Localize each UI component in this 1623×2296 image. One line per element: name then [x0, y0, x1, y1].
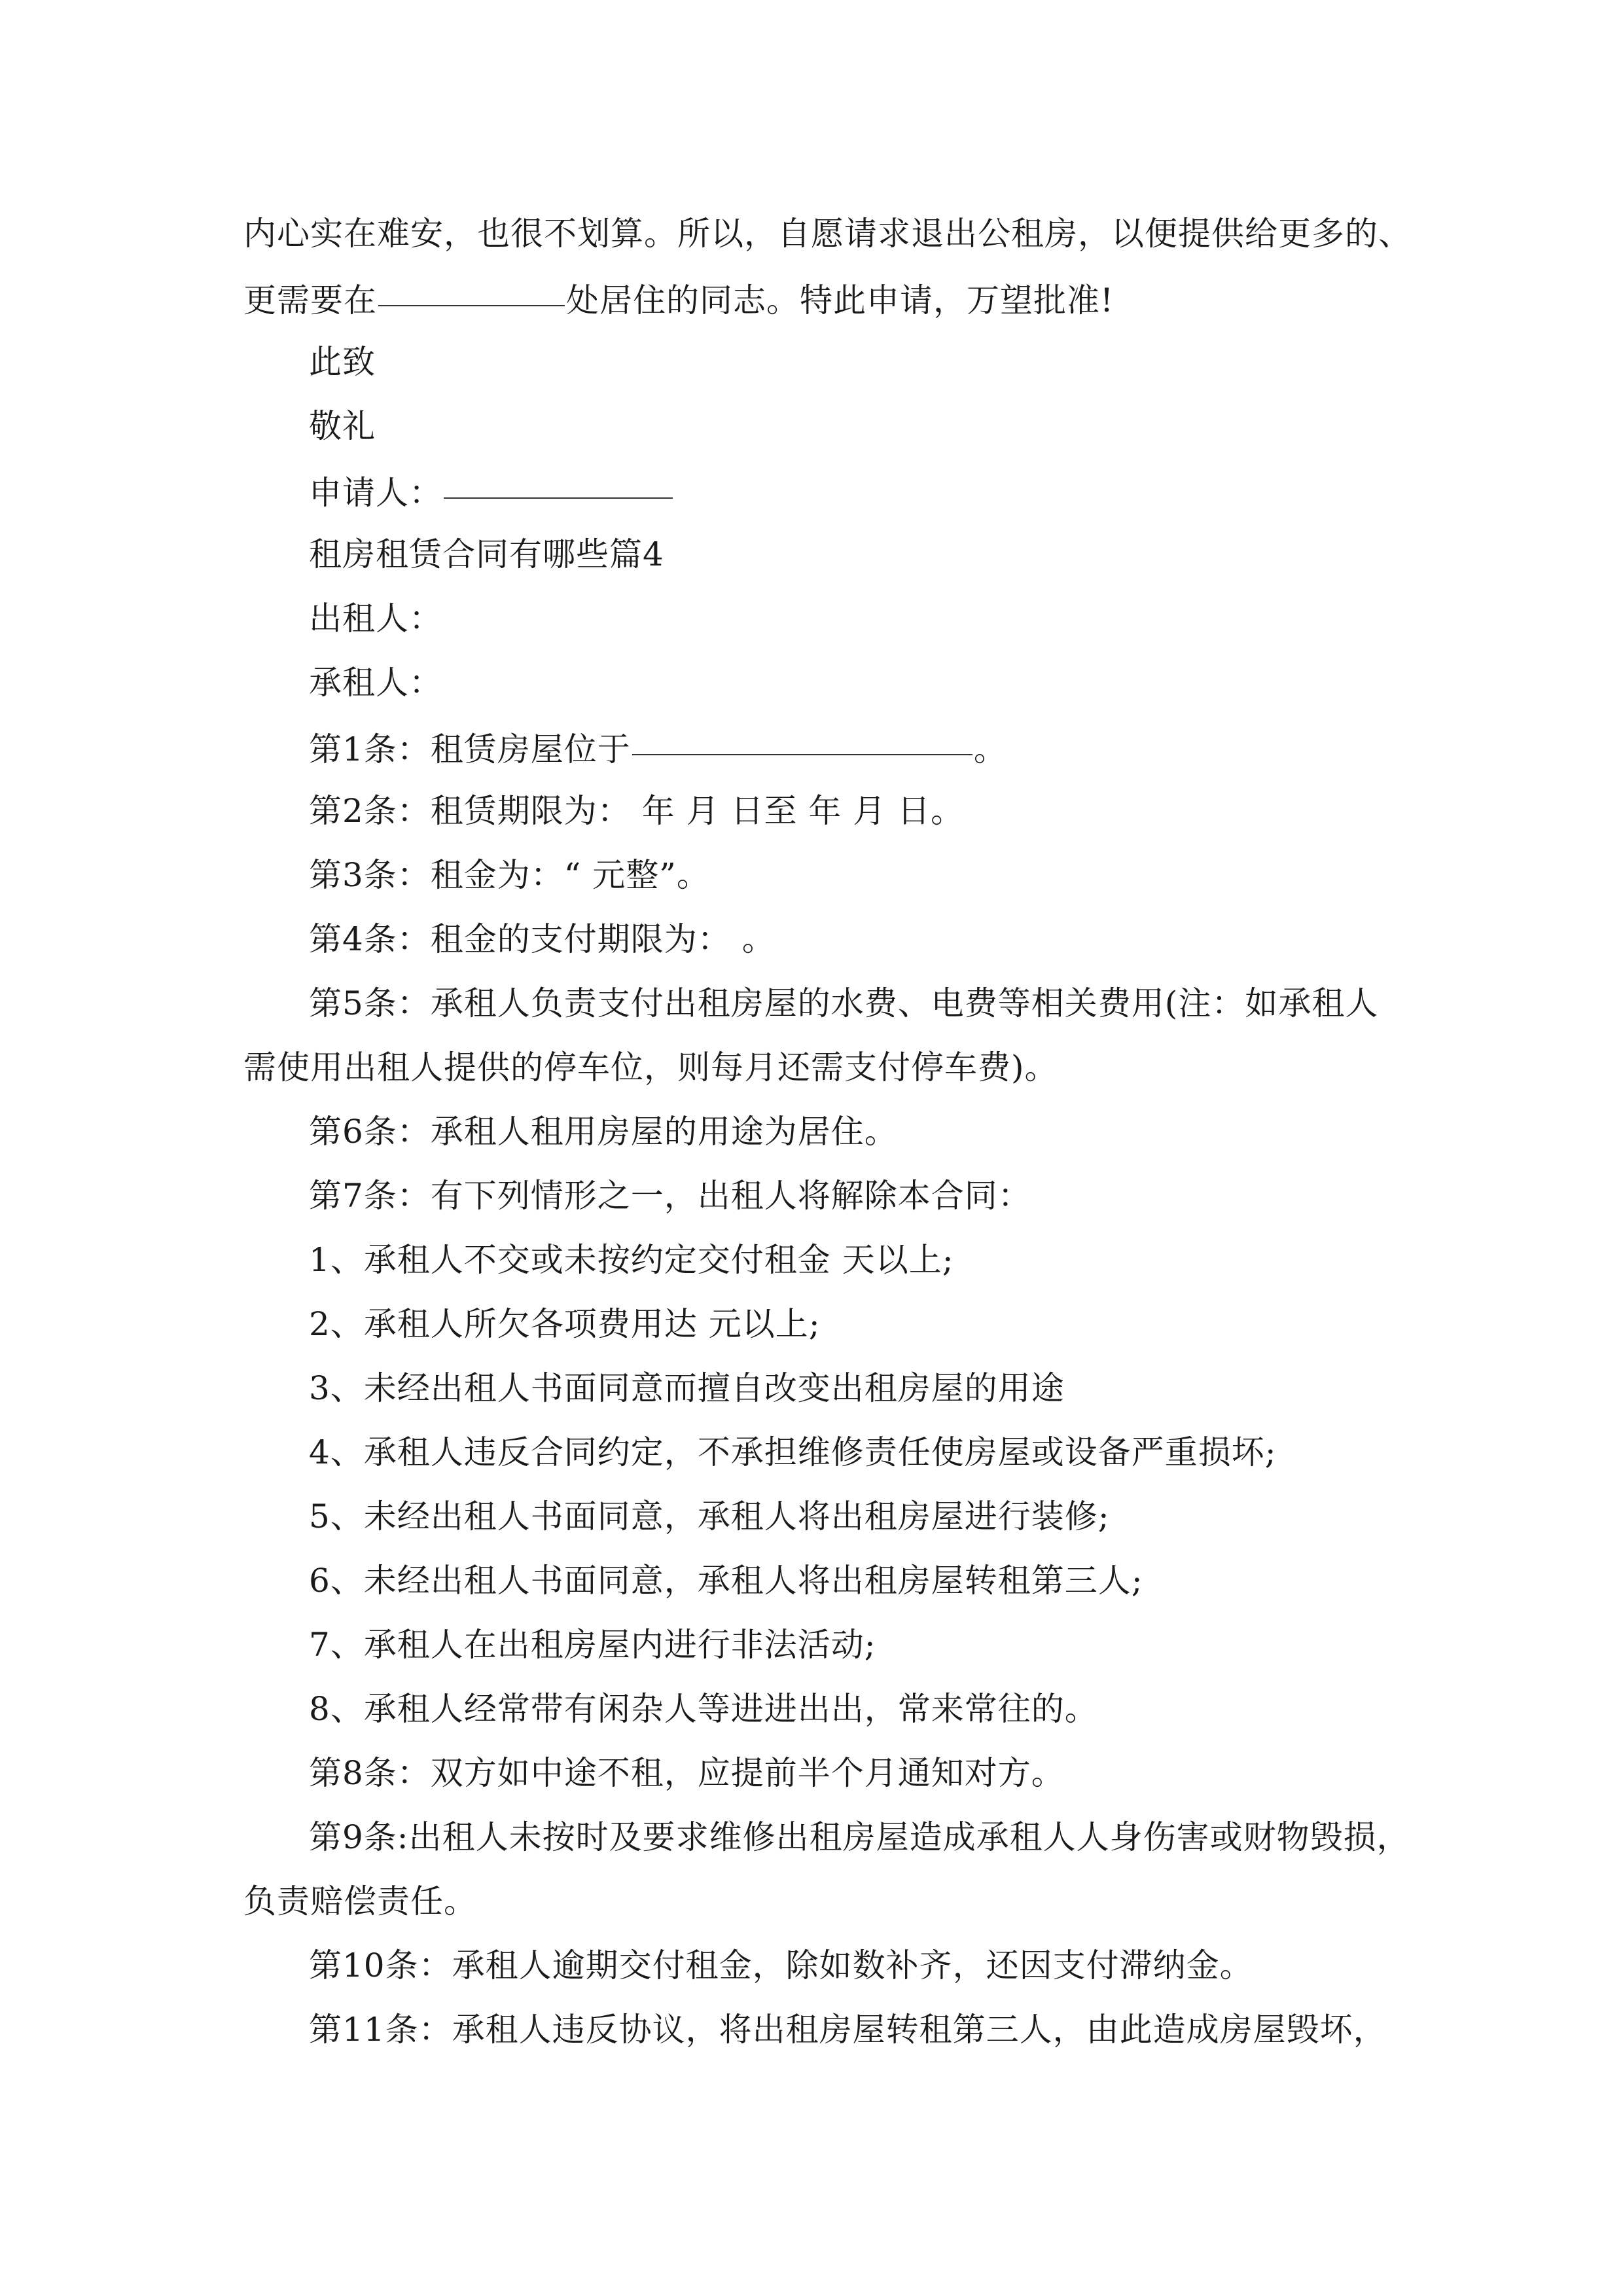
- line-text: 5、未经出租人书面同意，承租人将出租房屋进行装修;: [309, 1498, 1110, 1535]
- text-line: [243, 394, 1382, 458]
- text-line: [243, 971, 1382, 1035]
- line-text: 第9条:出租人未按时及要求维修出租房屋造成承租人人身伤害或财物毁损，: [309, 1818, 1410, 1856]
- line-text: 第7条：有下列情形之一，出租人将解除本合同：: [309, 1177, 1031, 1215]
- line-text: 3、未经出租人书面同意而擅自改变出租房屋的用途: [309, 1369, 1065, 1407]
- line-text: 第2条：租赁期限为： 年 月 日至 年 月 日。: [309, 792, 965, 830]
- text-line: [243, 266, 1382, 330]
- text-line: [243, 715, 1382, 779]
- document-body: [243, 202, 1412, 2062]
- line-text: 承租人：: [309, 664, 442, 702]
- fill-in-blank: [378, 266, 565, 306]
- line-text: 8、承租人经常带有闲杂人等进进出出，常来常往的。: [309, 1690, 1098, 1728]
- text-line: [243, 1613, 1382, 1677]
- text-line: [243, 1035, 1382, 1100]
- text-line: [243, 1933, 1382, 1998]
- text-line: [243, 1998, 1387, 2062]
- line-text-after-blank: 处居住的同志。特此申请，万望批准!: [566, 281, 1115, 319]
- line-text: 2、承租人所欠各项费用达 元以上;: [309, 1305, 821, 1343]
- text-line: [243, 1741, 1382, 1805]
- text-line: [243, 330, 1382, 394]
- line-text: 租房租赁合同有哪些篇4: [309, 535, 664, 573]
- text-line: [243, 1100, 1382, 1164]
- line-text: 敬礼: [309, 407, 376, 445]
- line-text: 第4条：租金的支付期限为： 。: [309, 920, 776, 958]
- text-line: [243, 1164, 1382, 1228]
- text-line: [243, 1228, 1382, 1292]
- text-line: [243, 1549, 1382, 1613]
- line-text-before-blank: 第1条：租赁房屋位于: [309, 730, 631, 768]
- line-text-after-blank: 。: [973, 730, 1007, 768]
- line-text: 出租人：: [309, 600, 442, 637]
- line-text: 第11条：承租人违反协议，将出租房屋转租第三人，由此造成房屋毁坏，: [309, 2011, 1387, 2049]
- line-text: 1、承租人不交或未按约定交付租金 天以上;: [309, 1241, 954, 1279]
- text-line: [243, 586, 1382, 651]
- line-text: 第6条：承租人租用房屋的用途为居住。: [309, 1113, 898, 1151]
- line-text: 第8条：双方如中途不租，应提前半个月通知对方。: [309, 1754, 1065, 1792]
- text-line: [243, 1420, 1382, 1484]
- line-text: 负责赔偿责任。: [243, 1882, 477, 1920]
- line-text: 内心实在难安，也很不划算。所以，自愿请求退出公租房，以便提供给更多的、: [243, 215, 1412, 253]
- line-text: 7、承租人在出租房屋内进行非法活动;: [309, 1626, 876, 1664]
- text-line: [243, 458, 1382, 522]
- text-line: [243, 1677, 1382, 1741]
- text-line: [243, 202, 1412, 266]
- line-text-before-blank: 申请人：: [309, 474, 442, 512]
- text-line: [243, 907, 1382, 971]
- text-line: [243, 1356, 1382, 1420]
- line-text: 第10条：承租人逾期交付租金，除如数补齐，还因支付滞纳金。: [309, 1946, 1253, 1984]
- line-text: 第5条：承租人负责支付出租房屋的水费、电费等相关费用(注：如承租人: [309, 984, 1379, 1022]
- text-line: [243, 651, 1382, 715]
- line-text: 需使用出租人提供的停车位，则每月还需支付停车费)。: [243, 1049, 1058, 1086]
- line-text: 此致: [309, 343, 376, 381]
- text-line: [243, 1805, 1410, 1869]
- text-line: [243, 1484, 1382, 1549]
- line-text-before-blank: 更需要在: [243, 281, 377, 319]
- text-line: [243, 843, 1382, 907]
- text-line: [243, 522, 1382, 586]
- fill-in-blank: [444, 458, 673, 499]
- line-text: 4、承租人违反合同约定，不承担维修责任使房屋或设备严重损坏;: [309, 1433, 1277, 1471]
- line-text: 第3条：租金为：“ 元整”。: [309, 856, 710, 894]
- text-line: [243, 1869, 1382, 1933]
- text-line: [243, 1292, 1382, 1356]
- fill-in-blank: [632, 715, 972, 755]
- text-line: [243, 779, 1382, 843]
- line-text: 6、未经出租人书面同意，承租人将出租房屋转租第三人;: [309, 1562, 1143, 1600]
